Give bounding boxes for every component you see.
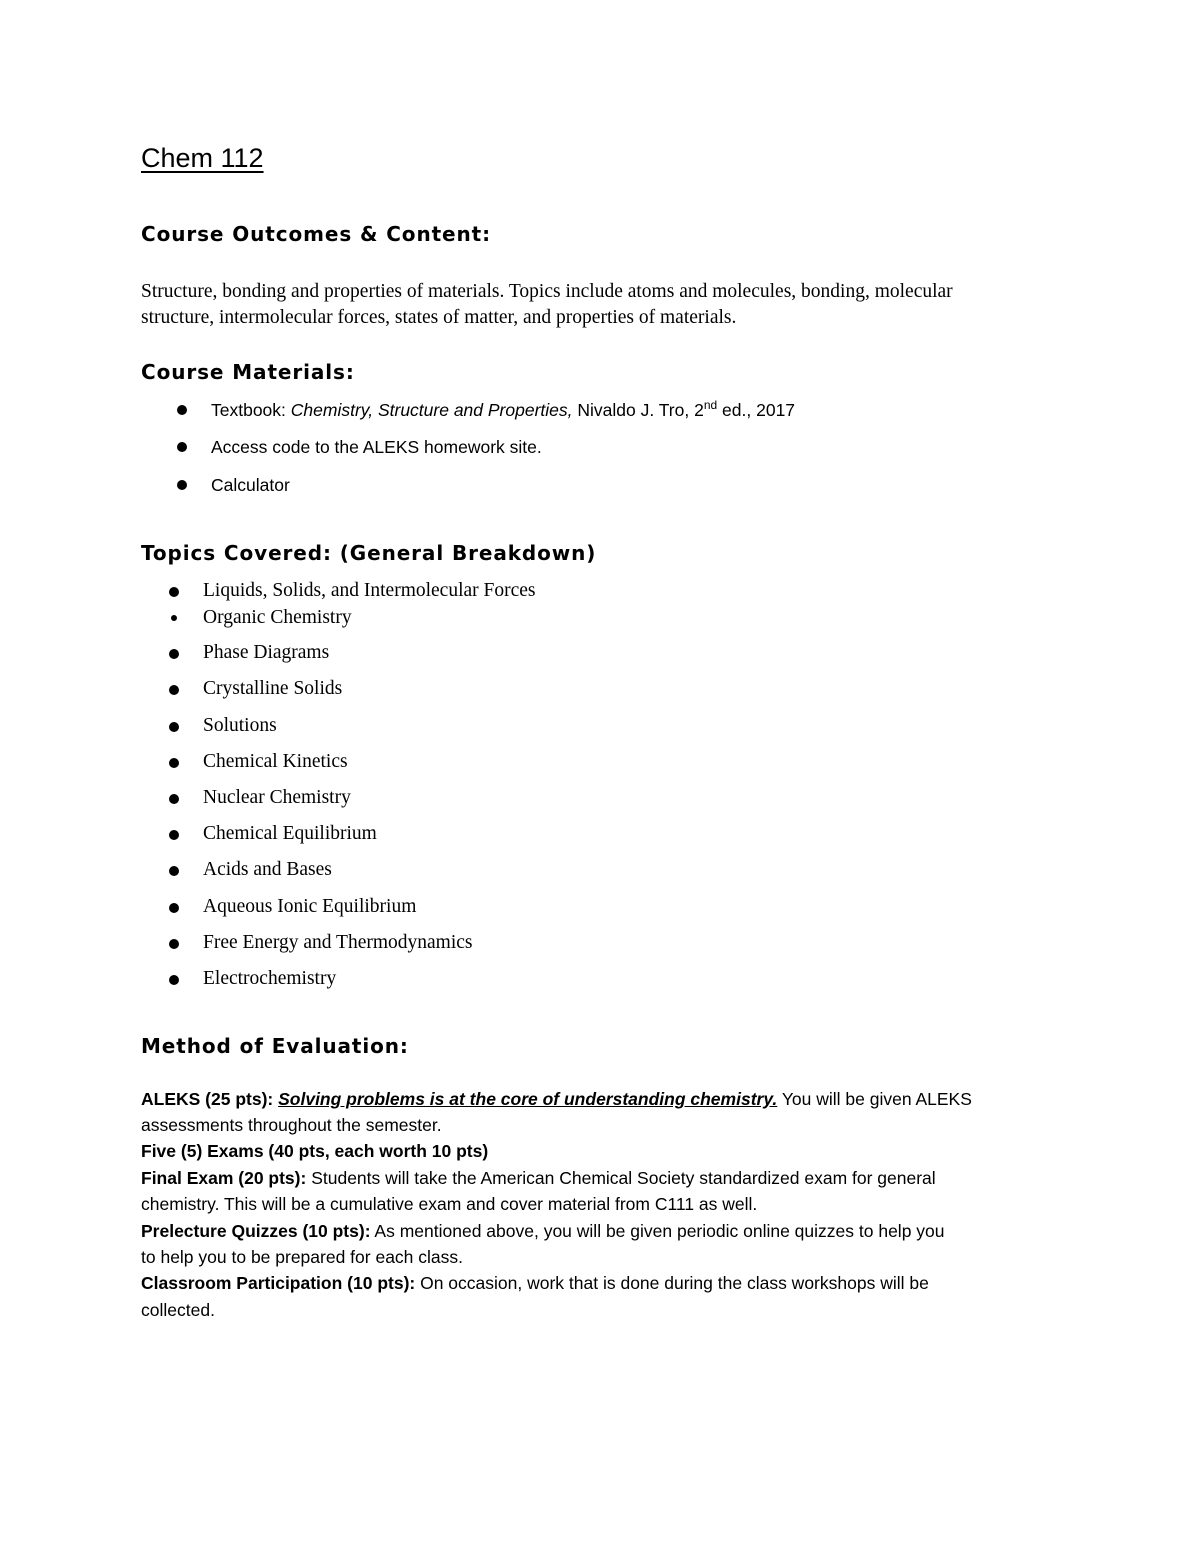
topic-item: Free Energy and Thermodynamics [203, 932, 473, 953]
aleks-emphasis: Solving problems is at the core of understanding chemistry. [278, 1089, 778, 1109]
textbook-rest: ed., 2017 [717, 400, 796, 420]
textbook-label: Textbook: [211, 400, 291, 420]
evaluation-final-line-1 [141, 1168, 936, 1189]
final-text-1: Students will take the American Chemical Society standardized exam for general [306, 1168, 936, 1188]
evaluation-participation-line-2: collected. [141, 1300, 215, 1320]
evaluation-aleks-line-2: assessments throughout the semester. [141, 1115, 442, 1135]
bullet-icon [169, 975, 179, 985]
aleks-text-1: You will be given ALEKS [777, 1089, 972, 1109]
materials-heading: Course Materials: [141, 360, 355, 384]
topic-item: Crystalline Solids [203, 678, 343, 699]
textbook-edition-sup: nd [703, 398, 718, 412]
evaluation-quiz-line-2: to help you to be prepared for each class. [141, 1247, 464, 1267]
bullet-icon [169, 758, 179, 768]
bullet-icon [169, 722, 179, 732]
textbook-title: Chemistry, Structure and Properties, [290, 400, 573, 420]
quiz-text-1: As mentioned above, you will be given periodic online quizzes to help you [370, 1221, 945, 1241]
quiz-label: Prelecture Quizzes (10 pts): [141, 1221, 371, 1241]
bullet-icon [169, 649, 179, 659]
topic-item: Aqueous Ionic Equilibrium [203, 896, 417, 917]
bullet-icon [169, 587, 179, 597]
outcomes-heading: Course Outcomes & Content: [141, 222, 492, 246]
bullet-icon [177, 480, 187, 490]
topic-item: Electrochemistry [203, 968, 337, 989]
aleks-label: ALEKS (25 pts): [141, 1089, 274, 1109]
topic-item: Chemical Kinetics [203, 751, 348, 772]
evaluation-participation-line-1 [141, 1273, 929, 1294]
materials-item-access-code: Access code to the ALEKS homework site. [211, 437, 542, 457]
bullet-icon [169, 685, 179, 695]
textbook-author: Nivaldo J. Tro, 2 [572, 400, 704, 420]
outcomes-line-2: structure, intermolecular forces, states of matter, and properties of materials. [141, 307, 737, 328]
bullet-icon [169, 794, 179, 804]
topic-item: Organic Chemistry [203, 607, 352, 628]
outcomes-line-1: Structure, bonding and properties of materials. Topics include atoms and molecules, bonding, molecular [141, 281, 953, 302]
evaluation-aleks-line-1 [141, 1089, 972, 1110]
topic-item: Solutions [203, 715, 277, 736]
evaluation-heading: Method of Evaluation: [141, 1034, 409, 1058]
topic-item: Chemical Equilibrium [203, 823, 377, 844]
bullet-icon [169, 830, 179, 840]
bullet-icon [169, 903, 179, 913]
topics-heading: Topics Covered: (General Breakdown) [141, 541, 597, 565]
evaluation-final-line-2: chemistry. This will be a cumulative exam and cover material from C111 as well. [141, 1194, 758, 1214]
evaluation-quiz-line-1 [141, 1221, 945, 1242]
topic-item: Liquids, Solids, and Intermolecular Forces [203, 580, 536, 601]
evaluation-exams: Five (5) Exams (40 pts, each worth 10 pts) [141, 1141, 489, 1161]
final-label: Final Exam (20 pts): [141, 1168, 307, 1188]
bullet-icon [177, 405, 187, 415]
bullet-icon [171, 615, 177, 621]
topic-item: Phase Diagrams [203, 642, 330, 663]
materials-item-calculator: Calculator [211, 475, 290, 495]
bullet-icon [169, 866, 179, 876]
bullet-icon [169, 939, 179, 949]
topic-item: Acids and Bases [203, 859, 332, 880]
participation-text-1: On occasion, work that is done during the class workshops will be [415, 1273, 929, 1293]
materials-item-textbook [211, 400, 795, 421]
topic-item: Nuclear Chemistry [203, 787, 351, 808]
bullet-icon [177, 442, 187, 452]
participation-label: Classroom Participation (10 pts): [141, 1273, 416, 1293]
page-title: Chem 112 [141, 143, 264, 173]
